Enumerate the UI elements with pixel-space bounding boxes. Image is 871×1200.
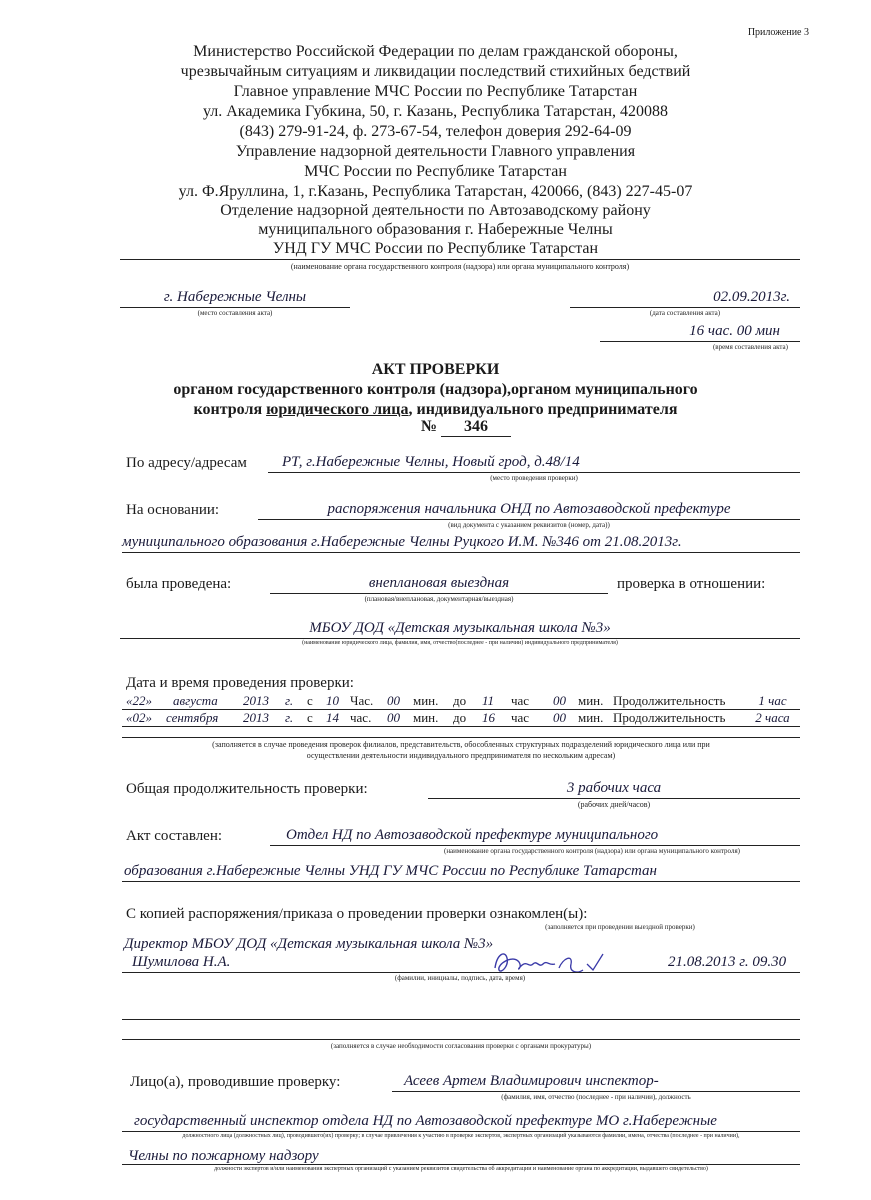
subject-underline [120, 638, 800, 639]
total-label: Общая продолжительность проверки: [126, 781, 368, 797]
subtitle-underlined: юридического лица [266, 401, 409, 418]
address-value: РТ, г.Набережные Челны, Новый грод, д.48/14 [282, 454, 580, 470]
row-h2: 16 [482, 710, 495, 725]
copy-label: С копией распоряжения/приказа о проведении проверки ознакомлен(ы): [126, 906, 588, 922]
row-chas2: час [511, 710, 530, 725]
row-dur: 2 часа [755, 710, 790, 725]
subtitle-prefix: контроля [193, 401, 267, 418]
compiled-caption: (наименование органа государственного контроля (надзора) или органа муниципального контроля) [443, 847, 740, 855]
header-line: МЧС России по Республике Татарстан [304, 163, 567, 180]
header-line: Отделение надзорной деятельности по Автозаводскому району [220, 202, 651, 219]
total-caption: (рабочих дней/часов) [577, 800, 651, 809]
row-m2: 00 [553, 693, 566, 708]
compiled-value-2: образования г.Набережные Челны УНД ГУ МЧС России по Республике Татарстан [124, 863, 657, 879]
persons-label: Лицо(а), проводившие проверку: [130, 1074, 341, 1090]
time-underline [600, 341, 800, 342]
basis-value-2: муниципального образования г.Набережные Челны Руцкого И.М. №346 от 21.08.2013г. [122, 534, 682, 550]
appendix-label: Приложение 3 [747, 27, 809, 38]
compiled-underline-1 [270, 845, 800, 846]
row-m2: 00 [553, 710, 566, 725]
copy-value-1: Директор МБОУ ДОД «Детская музыкальная школа №3» [124, 936, 494, 952]
copy-signed-at: 21.08.2013 г. 09.30 [668, 954, 787, 970]
row-chas1: час. [350, 710, 372, 725]
header-caption: (наименование органа государственного контроля (надзора) или органа муниципального контроля) [290, 262, 630, 271]
header-line: ул. Академика Губкина, 50, г. Казань, Республика Татарстан, 420088 [202, 103, 669, 120]
address-caption: (место проведения проверки) [490, 474, 578, 482]
act-number-label: № [421, 418, 438, 435]
row-year: 2013 [243, 693, 269, 708]
address-underline [268, 472, 800, 473]
persons-underline-2 [122, 1131, 800, 1132]
act-subtitle: органом государственного контроля (надзора),органом муниципального [173, 381, 698, 398]
subject-value: МБОУ ДОД «Детская музыкальная школа №3» [309, 620, 611, 636]
header-line: Главное управление МЧС России по Республике Татарстан [233, 83, 638, 100]
copy-caption: (фамилии, инициалы, подпись, дата, время) [394, 974, 526, 982]
total-value: 3 рабочих часа [566, 780, 662, 796]
date-underline [570, 307, 800, 308]
row-do: до [453, 710, 467, 725]
prosecutor-caption: (заполняется в случае необходимости согласования проверки с органами прокуратуры) [330, 1042, 592, 1050]
row-g: г. [285, 710, 294, 725]
persons-value-1: Асеев Артем Владимирович инспектор- [404, 1073, 659, 1089]
copy-value-2: Шумилова Н.А. [132, 954, 231, 970]
row-m1: 00 [387, 693, 400, 708]
basis-caption: (вид документа с указанием реквизитов (номер, дата)) [448, 521, 610, 529]
datetime-caption-2: осуществлении деятельности индивидуального предпринимателя по нескольким адресам) [306, 751, 616, 760]
row-min1: мин. [413, 693, 439, 708]
datetime-extra-line [122, 737, 800, 738]
conducted-underline [270, 593, 608, 594]
prosecutor-underline-2 [122, 1039, 800, 1040]
header-line: УНД ГУ МЧС России по Республике Татарстан [272, 240, 599, 257]
persons-caption-1: (фамилия, имя, отчество (последнее - при наличии), должность [501, 1093, 691, 1101]
header-line: Управление надзорной деятельности Главного управления [235, 143, 636, 160]
compiled-label: Акт составлен: [126, 828, 223, 844]
prosecutor-underline-1 [122, 1019, 800, 1020]
date-value: 02.09.2013г. [713, 289, 790, 305]
persons-value-3: Челны по пожарному надзору [128, 1148, 319, 1164]
copy-caption-top: (заполняется при проведении выездной проверки) [545, 923, 695, 931]
datetime-caption-1: (заполняется в случае проведения проверок филиалов, представительств, обособленных структурных подразделений юридического лица или при [212, 740, 710, 749]
subtitle-suffix: , индивидуального предпринимателя [408, 401, 678, 418]
subject-caption: (наименование юридического лица, фамилия, имя, отчество(последнее - при наличии) индивидуального предпринимателя) [302, 640, 618, 646]
basis-underline-2 [122, 552, 800, 553]
place-value: г. Набережные Челны [163, 289, 307, 305]
row-g: г. [285, 693, 294, 708]
row-m1: 00 [387, 710, 400, 725]
row-month: августа [173, 693, 218, 708]
date-caption: (дата составления акта) [649, 309, 721, 317]
row-year: 2013 [243, 710, 269, 725]
row-s: с [307, 710, 313, 725]
header-line: (843) 279-91-24, ф. 273-67-54, телефон доверия 292-64-09 [239, 123, 632, 140]
conducted-caption: (плановая/внеплановая, документарная/выездная) [364, 595, 514, 603]
act-number-value: 346 [441, 418, 511, 437]
persons-caption-2: должностного лица (должностных лиц), проводившего(их) проверку; в случае привлечения к участию в проверке экспертов, экспертных организаций указываются фамилии, имена, отчества (последнее - при наличии), [182, 1133, 740, 1139]
row-month: сентября [166, 710, 219, 725]
persons-underline-1 [392, 1091, 800, 1092]
copy-underline [122, 972, 800, 973]
row-dur-label: Продолжительность [613, 710, 726, 725]
row-min2: мин. [578, 710, 604, 725]
row-dur: 1 час [758, 693, 787, 708]
conducted-value: внеплановая выездная [368, 575, 510, 591]
row-chas1: Час. [350, 693, 374, 708]
row-h1: 10 [326, 693, 339, 708]
basis-underline-1 [258, 519, 800, 520]
row-s: с [307, 693, 313, 708]
act-title: АКТ ПРОВЕРКИ [371, 361, 500, 378]
total-underline [428, 798, 800, 799]
place-underline [120, 307, 350, 308]
header-line: ул. Ф.Яруллина, 1, г.Казань, Республика Татарстан, 420066, (843) 227-45-07 [178, 183, 693, 200]
row-dur-label: Продолжительность [613, 693, 726, 708]
time-value: 16 час. 00 мин [689, 323, 780, 339]
row-min2: мин. [578, 693, 604, 708]
header-line: чрезвычайным ситуациям и ликвидации последствий стихийных бедствий [180, 63, 691, 80]
persons-value-2: государственный инспектор отдела НД по Автозаводской префектуре МО г.Набережные [134, 1113, 717, 1129]
compiled-underline-2 [122, 881, 800, 882]
row-chas2: час [511, 693, 530, 708]
compiled-value-1: Отдел НД по Автозаводской префектуре муниципального [286, 827, 659, 843]
row-h2: 11 [482, 693, 495, 708]
time-caption: (время составления акта) [712, 343, 788, 351]
address-label: По адресу/адресам [126, 455, 247, 471]
persons-caption-3: должности экспертов и/или наименования экспертных организаций с указанием реквизитов свидетельства об аккредитации и наименование органа по аккредитации, выдавшего свидетельство) [214, 1166, 708, 1172]
row-underline [122, 726, 800, 727]
header-line: Министерство Российской Федерации по делам гражданской обороны, [193, 43, 678, 60]
header-line: муниципального образования г. Набережные Челны [258, 221, 613, 238]
header-underline [120, 259, 800, 260]
persons-underline-3 [122, 1164, 800, 1165]
row-day: «02» [126, 710, 152, 725]
row-min1: мин. [413, 710, 439, 725]
conducted-suffix: проверка в отношении: [617, 576, 766, 592]
row-day: «22» [126, 693, 152, 708]
conducted-label: была проведена: [126, 576, 232, 592]
basis-label: На основании: [126, 502, 220, 518]
place-caption: (место составления акта) [197, 309, 273, 317]
basis-value-1: распоряжения начальника ОНД по Автозаводской префектуре [327, 501, 731, 517]
act-subtitle-2 [0, 400, 871, 420]
row-do: до [453, 693, 467, 708]
datetime-label: Дата и время проведения проверки: [126, 675, 354, 691]
row-h1: 14 [326, 710, 339, 725]
